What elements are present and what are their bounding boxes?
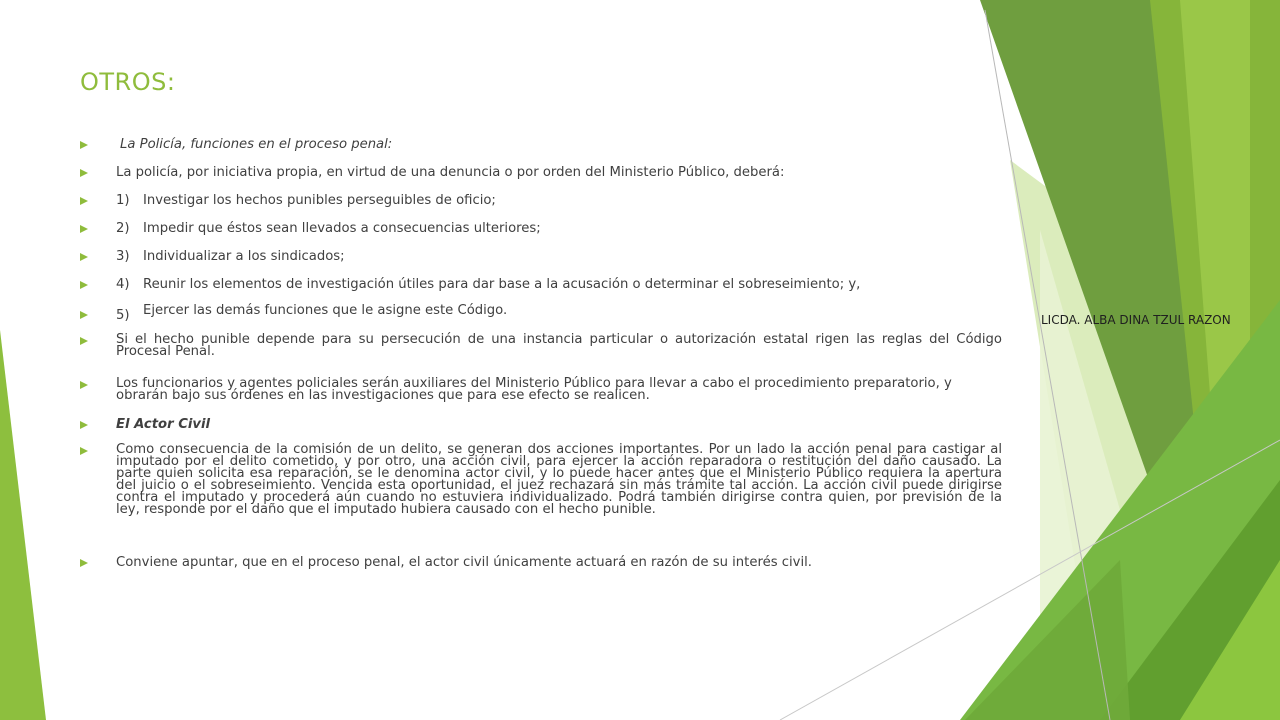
list-item-text: La Policía, funciones en el proceso penal: — [120, 137, 393, 152]
list-item — [80, 278, 1002, 292]
list-item-number: 3) — [116, 249, 130, 264]
list-item-text: Investigar los hechos punibles perseguibles de oficio; — [143, 193, 496, 208]
list-item-number: 5) — [116, 308, 130, 323]
list-item — [80, 194, 1002, 208]
list-item — [80, 418, 1002, 432]
list-item-number: 2) — [116, 221, 130, 236]
list-item-text: Conviene apuntar, que en el proceso penal, el actor civil únicamente actuará en razón de su interés civil. — [116, 555, 813, 570]
bullet-arrow-icon — [80, 253, 88, 261]
list-item-text: Individualizar a los sindicados; — [143, 249, 345, 264]
bullet-arrow-icon — [80, 447, 88, 455]
bullet-arrow-icon — [80, 381, 88, 389]
list-item-text: La policía, por iniciativa propia, en virtud de una denuncia o por orden del Ministerio Público, deberá: — [116, 165, 785, 180]
list-item-number: 4) — [116, 277, 130, 292]
author-label: LICDA. ALBA DINA TZUL RAZON — [1041, 313, 1231, 327]
section-heading: El Actor Civil — [116, 417, 211, 432]
list-item-text: Como consecuencia de la comisión de un delito, se generan dos acciones importantes. Por un lado la acción penal para castigar al imputado por el delito cometido, y por otro, una acción civil, para ejercer la acción reparadora o restitución del daño causado. La parte quien solicita esa reparación, se le denomina actor civil, y lo puede hacer antes que el Ministerio Público requiera la apertura del juicio o el sobreseimiento. Vencida esta oportunidad, el juez rechazará sin más trámite tal acción. La acción civil puede dirigirse contra el imputado y procederá aún cuando no estuviera individualizado. Podrá también dirigirse contra quien, por previsión de la ley, responde por el daño que el imputado hubiera causado con el hecho punible. — [116, 442, 1002, 517]
list-item — [80, 138, 1002, 152]
list-item — [80, 444, 1002, 516]
bullet-arrow-icon — [80, 141, 88, 149]
bullet-arrow-icon — [80, 169, 88, 177]
list-item — [80, 222, 1002, 236]
list-item — [80, 378, 1002, 402]
bullet-arrow-icon — [80, 337, 88, 345]
bullet-arrow-icon — [80, 421, 88, 429]
list-item — [80, 303, 1002, 323]
list-item — [80, 250, 1002, 264]
bullet-arrow-icon — [80, 197, 88, 205]
bullet-arrow-icon — [80, 559, 88, 567]
list-item-text: Reunir los elementos de investigación útiles para dar base a la acusación o determinar el sobreseimiento; y, — [143, 277, 861, 292]
list-item-text: Si el hecho punible depende para su persecución de una instancia particular o autorización estatal rigen las reglas del Código Procesal Penal. — [116, 332, 1002, 359]
list-item-number: 1) — [116, 193, 130, 208]
list-item — [80, 556, 1002, 570]
list-item — [80, 334, 1002, 358]
list-item-text: Los funcionarios y agentes policiales serán auxiliares del Ministerio Público para llevar a cabo el procedimiento preparatorio, y obrarán bajo sus órdenes en las investigaciones que para ese efecto se realicen. — [116, 376, 952, 403]
list-item — [80, 166, 1002, 180]
bullet-arrow-icon — [80, 225, 88, 233]
bullet-arrow-icon — [80, 281, 88, 289]
slide-title: OTROS: — [80, 68, 176, 96]
bullet-arrow-icon — [80, 311, 88, 319]
list-item-text: Impedir que éstos sean llevados a consecuencias ulteriores; — [143, 221, 541, 236]
left-green-triangle — [0, 330, 46, 720]
list-item-text: Ejercer las demás funciones que le asigne este Código. — [143, 303, 508, 318]
